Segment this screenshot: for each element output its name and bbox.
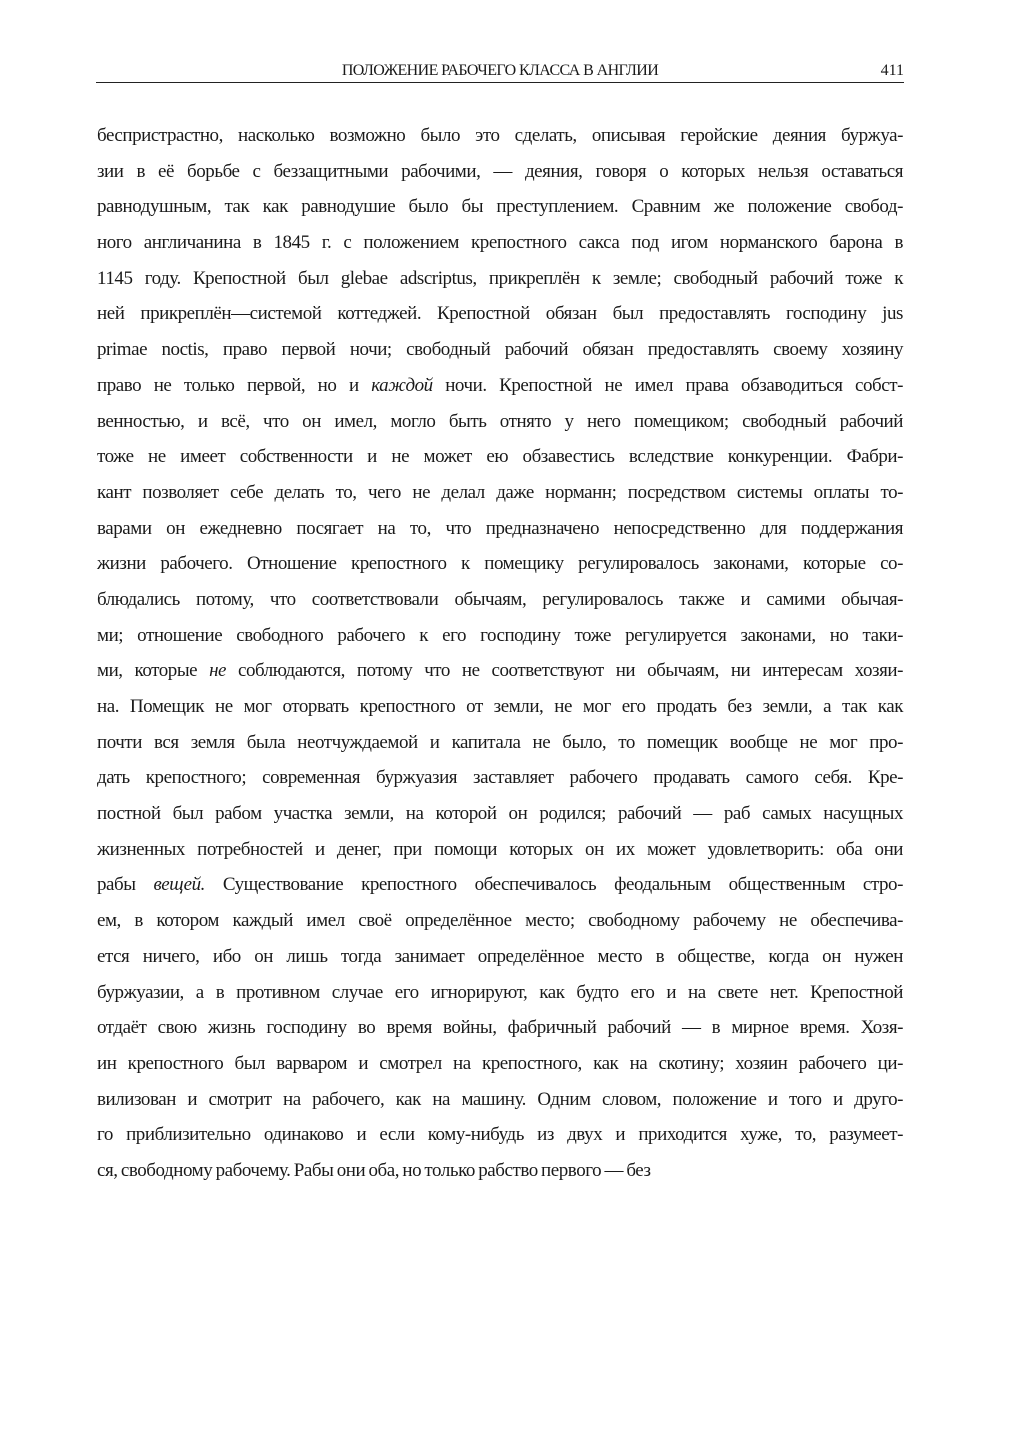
text-line xyxy=(97,760,903,796)
text-segment: тоже не имеет собственности и не может ею обзавестись вследствие конкуренции. Фабри- xyxy=(97,446,903,468)
text-segment: соблюдаются, потому что не соответствуют ни обычаям, ни интересам хозяи- xyxy=(226,660,903,682)
text-line xyxy=(97,332,903,368)
text-line xyxy=(97,546,903,582)
text-segment: ми, которые xyxy=(97,660,210,682)
text-line xyxy=(97,225,903,261)
text-line xyxy=(97,404,903,440)
text-segment: primae noctis, право первой ночи; свободный рабочий обязан предоставлять своему хозяину xyxy=(97,339,903,361)
text-segment: ного англичанина в 1845 г. с положением крепостного сакса под игом норманского барона в xyxy=(97,232,903,254)
text-line xyxy=(97,653,903,689)
text-segment: дать крепостного; современная буржуазия заставляет рабочего продавать самого себя. Кре- xyxy=(97,767,903,789)
text-line xyxy=(97,796,903,832)
text-line xyxy=(97,296,903,332)
text-line xyxy=(97,1010,903,1046)
italic-word: вещей. xyxy=(153,874,205,896)
text-line xyxy=(97,867,903,903)
text-line xyxy=(97,1046,903,1082)
text-line xyxy=(97,832,903,868)
running-title: ПОЛОЖЕНИЕ РАБОЧЕГО КЛАССА В АНГЛИИ xyxy=(341,62,659,79)
text-line xyxy=(97,1082,903,1118)
text-segment: на. Помещик не мог оторвать крепостного от земли, не мог его продать без земли, а так как xyxy=(97,696,903,717)
text-segment: ся, свободному рабочему. Рабы они оба, но только рабство первого — без xyxy=(97,1159,651,1181)
text-line xyxy=(97,511,903,547)
text-segment: ней прикреплён—системой коттеджей. Крепостной обязан был предоставлять господину jus xyxy=(97,303,903,325)
text-segment: блюдались потому, что соответствовали обычаям, регулировалось также и самими обычая- xyxy=(97,588,903,610)
text-segment: рабы xyxy=(97,874,154,896)
running-header xyxy=(96,62,904,83)
text-segment: ми; отношение свободного рабочего к его господину тоже регулируется законами, но таки- xyxy=(97,624,903,646)
text-line xyxy=(97,689,903,725)
text-line xyxy=(97,582,903,618)
text-line xyxy=(97,154,903,190)
text-line xyxy=(97,903,903,939)
text-line xyxy=(97,618,903,654)
text-line xyxy=(97,939,903,975)
italic-word: каждой xyxy=(371,374,433,396)
text-segment: ем, в котором каждый имел своё определённое место; свободному рабочему не обеспечива- xyxy=(97,910,903,932)
text-segment: кант позволяет себе делать то, чего не делал даже норманн; посредством системы оплаты то- xyxy=(97,481,903,503)
body-text xyxy=(97,118,903,1189)
text-segment: венностью, и всё, что он имел, могло быть отнято у него помещиком; свободный рабочий xyxy=(97,410,903,432)
text-line xyxy=(97,118,903,154)
text-segment: буржуазии, а в противном случае его игнорируют, как будто его и на свете нет. Крепостной xyxy=(97,981,903,1003)
text-segment: право не только первой, но и xyxy=(97,374,372,396)
text-line xyxy=(97,1117,903,1153)
text-segment: вилизован и смотрит на рабочего, как на машину. Одним словом, положение и того и друго- xyxy=(97,1088,903,1110)
text-segment: беспристрастно, насколько возможно было это сделать, описывая геройские деяния буржуа- xyxy=(97,125,903,146)
page-number: 411 xyxy=(880,62,904,79)
text-line xyxy=(97,261,903,297)
text-segment: варами он ежедневно посягает на то, что предназначено непосредственно для поддержания xyxy=(97,517,903,539)
text-line xyxy=(97,439,903,475)
text-segment: постной был рабом участка земли, на которой он родился; рабочий — раб самых насущных xyxy=(97,803,903,825)
text-segment: жизненных потребностей и денег, при помощи которых он их может удовлетворить: оба они xyxy=(97,838,903,860)
text-segment: равнодушным, так как равнодушие было бы преступлением. Сравним же положение свобод- xyxy=(97,196,903,218)
text-segment: Существование крепостного обеспечивалось феодальным общественным стро- xyxy=(204,874,903,896)
text-segment: ночи. Крепостной не имел права обзаводиться собст- xyxy=(432,374,903,396)
text-segment: 1145 году. Крепостной был glebae adscriptus, прикреплён к земле; свободный рабочий тоже к xyxy=(97,267,903,289)
text-line xyxy=(97,189,903,225)
text-segment: ется ничего, ибо он лишь тогда занимает определённое место в обществе, когда он нужен xyxy=(97,945,903,967)
text-segment: зии в её борьбе с беззащитными рабочими, — деяния, говоря о которых нельзя оставаться xyxy=(97,160,903,182)
text-segment: ин крепостного был варваром и смотрел на крепостного, как на скотину; хозяин рабочего ци- xyxy=(97,1052,903,1074)
text-segment: почти вся земля была неотчуждаемой и капитала не было, то помещик вообще не мог про- xyxy=(97,731,903,753)
text-segment: отдаёт свою жизнь господину во время войны, фабричный рабочий — в мирное время. Хозя- xyxy=(97,1017,903,1039)
text-line xyxy=(97,1153,903,1189)
text-line xyxy=(97,368,903,404)
text-line xyxy=(97,975,903,1011)
text-segment: го приблизительно одинаково и если кому-нибудь из двух и приходится хуже, то, разумеет- xyxy=(97,1124,903,1146)
italic-word: не xyxy=(209,660,227,682)
text-line xyxy=(97,725,903,761)
text-line xyxy=(97,475,903,511)
text-segment: жизни рабочего. Отношение крепостного к помещику регулировалось законами, которые со- xyxy=(97,553,903,575)
